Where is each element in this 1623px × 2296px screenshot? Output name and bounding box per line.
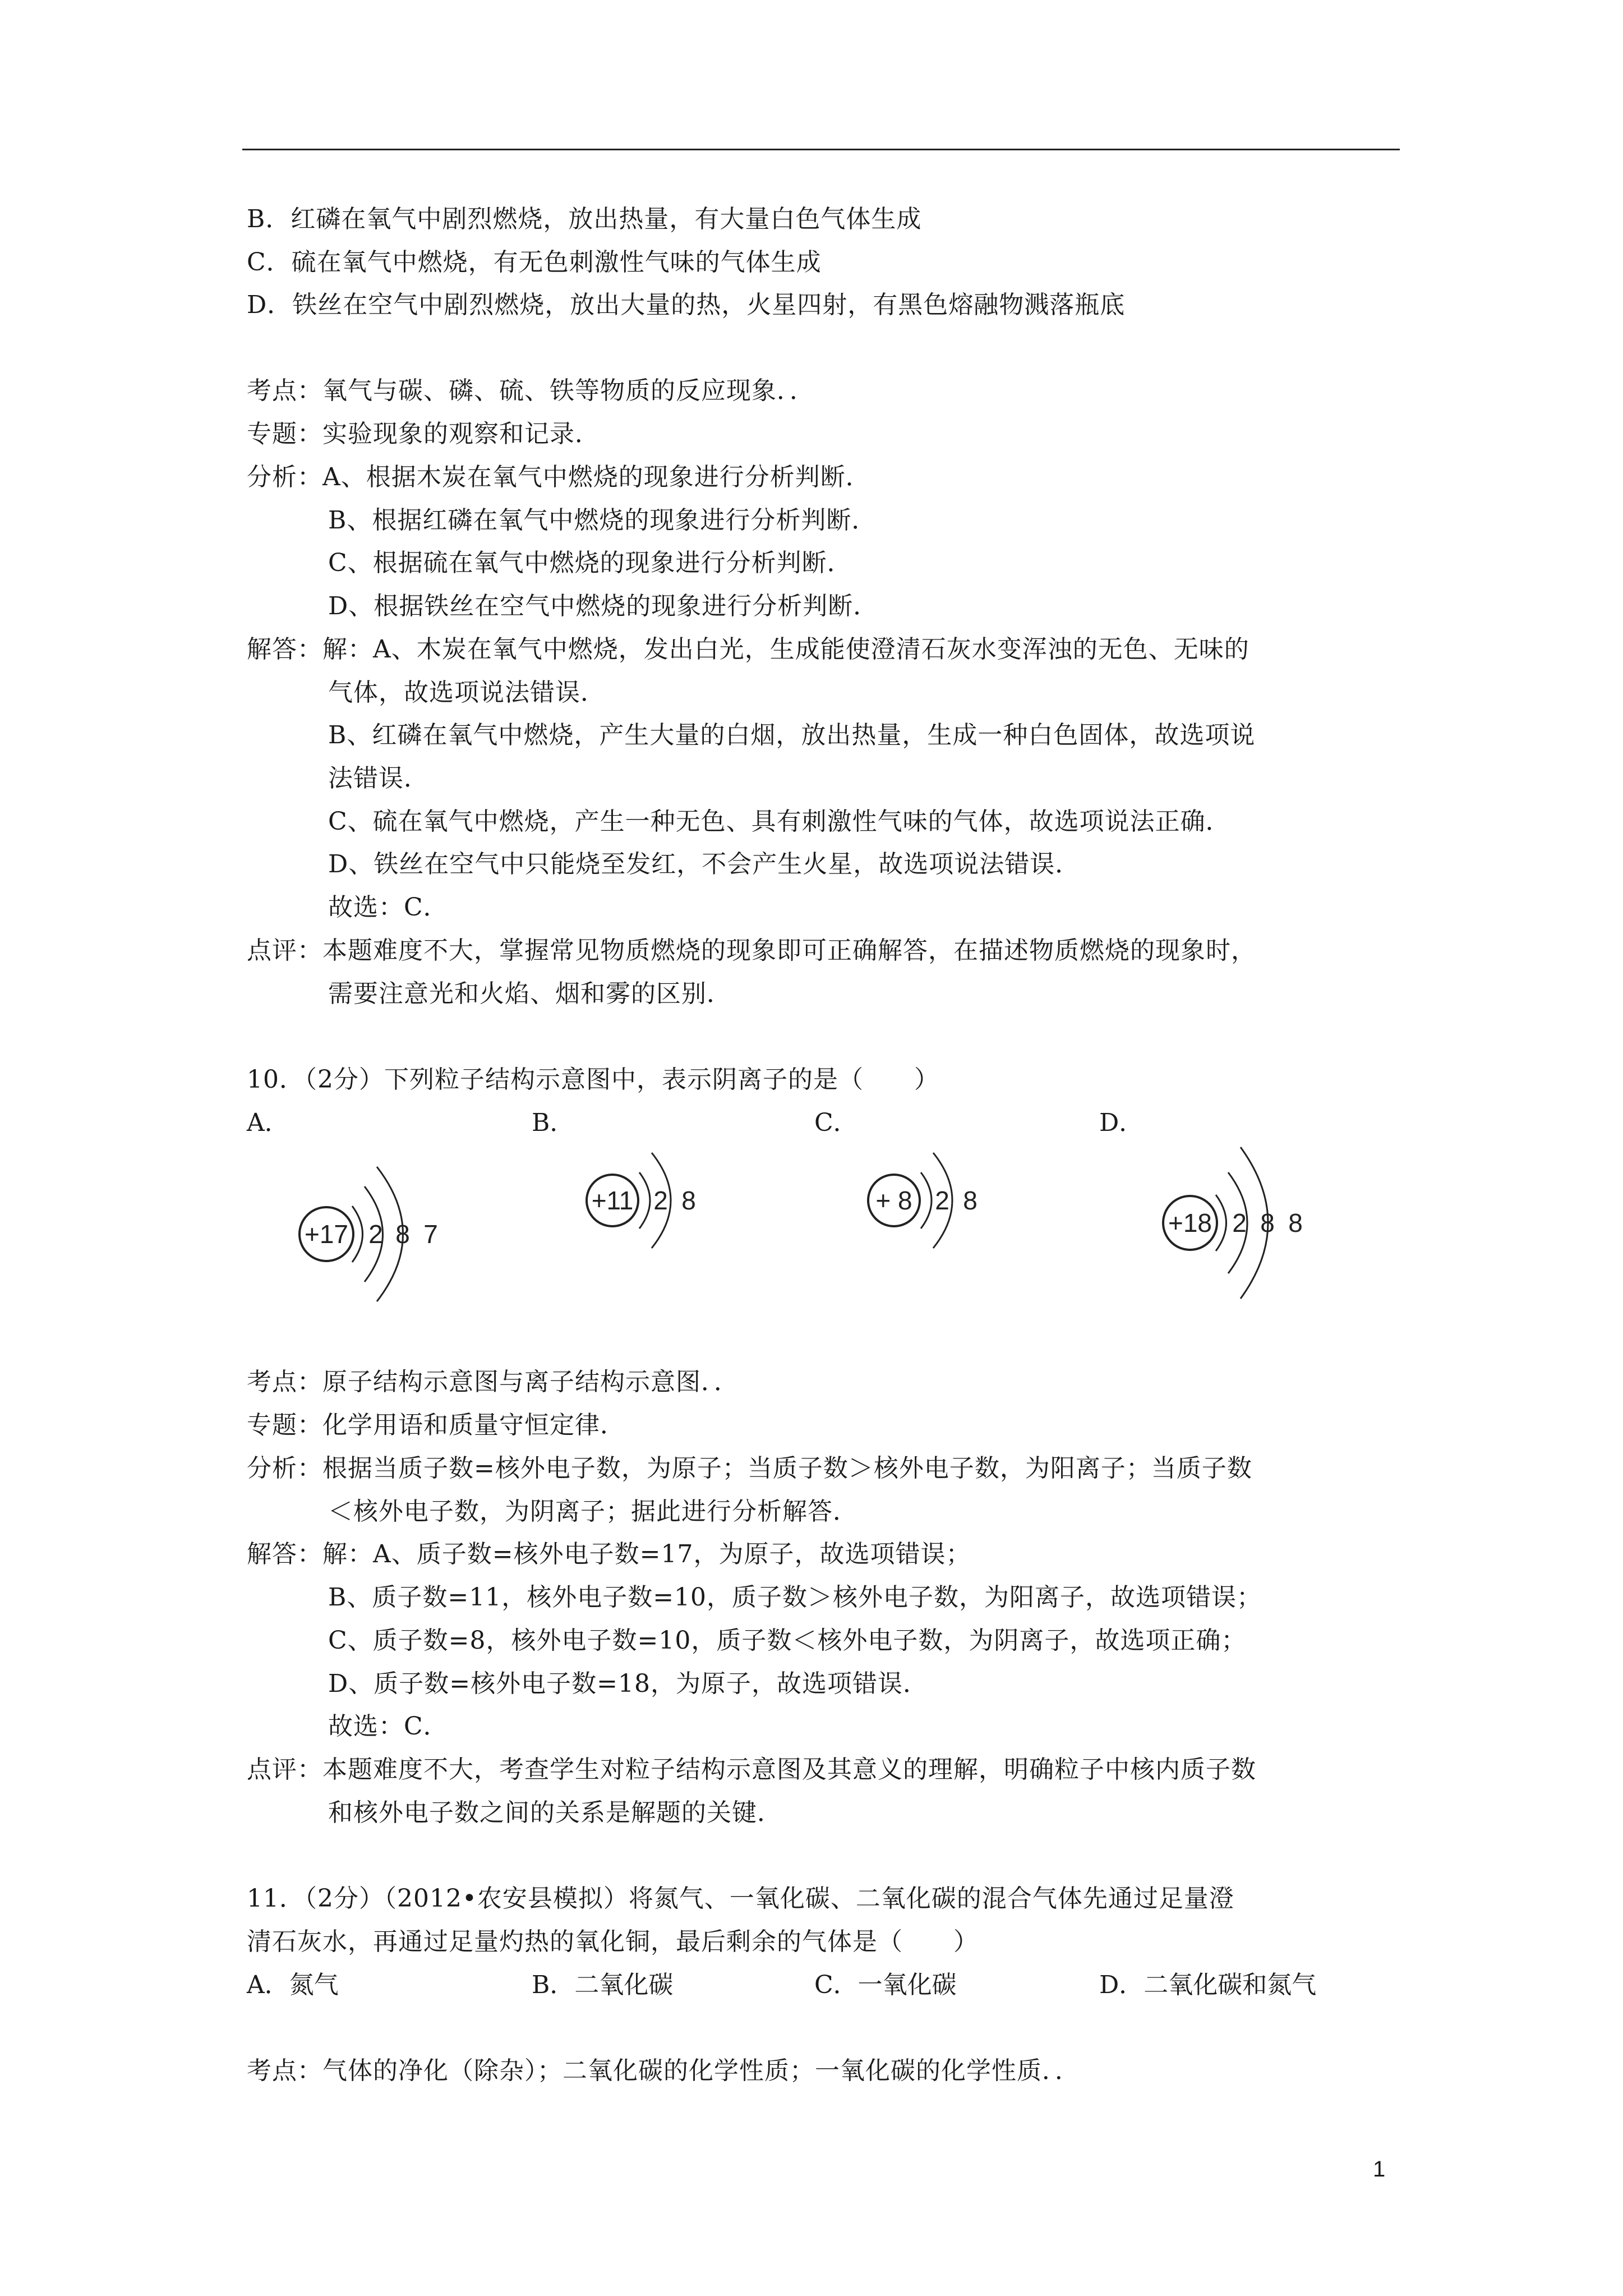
q11-option-a: A．氮气 [247,1971,339,1999]
shell-electrons: 7 [423,1220,438,1249]
q10-jieda-line: 解答：解：A、质子数=核外电子数=17，为原子，故选项错误； [247,1540,971,1568]
nucleus-charge: +11 [591,1186,634,1215]
shell-electrons: 8 [681,1186,696,1215]
shell-electrons: 2 [1232,1208,1247,1237]
q9-dianping-line: 需要注意光和火焰、烟和雾的区别． [328,979,732,1008]
q10-label-b: B． [532,1108,575,1137]
nucleus-charge: + 8 [875,1186,912,1215]
shell-electrons: 8 [395,1220,410,1249]
q11-option-d: D．二氧化碳和氮气 [1099,1971,1317,1999]
q9-jieda-line: B、红磷在氧气中燃烧，产生大量的白烟，放出热量，生成一种白色固体，故选项说 [328,721,1256,749]
q11-option-c: C．一氧化碳 [814,1971,957,1999]
page-number: 1 [1373,2157,1386,2182]
shell-electrons: 8 [1288,1208,1303,1237]
q9-zhuanti: 专题：实验现象的观察和记录． [247,420,600,448]
q10-dianping-line: 点评：本题难度不大，考查学生对粒子结构示意图及其意义的理解，明确粒子中核内质子数 [247,1755,1256,1784]
q9-fenxi-line: D、根据铁丝在空气中燃烧的现象进行分析判断． [328,592,879,620]
q9-jieda-line: 法错误． [328,764,429,793]
q10-label-a: A． [247,1108,289,1137]
q9-option-b: B．红磷在氧气中剧烈燃烧，放出热量，有大量白色气体生成 [247,205,922,233]
q10-fenxi-line: ＜核外电子数，为阴离子；据此进行分析解答． [328,1497,858,1526]
atom-diagram-b [566,1128,723,1285]
q10-jieda-line: C、质子数=8，核外电子数=10，质子数＜核外电子数，为阴离子，故选项正确； [328,1626,1247,1655]
atom-diagram-a [280,1150,465,1318]
q11-kaodian: 考点：气体的净化（除杂）；二氧化碳的化学性质；一氧化碳的化学性质．． [247,2056,1080,2085]
q9-kaodian: 考点：氧气与碳、磷、硫、铁等物质的反应现象．． [247,376,815,405]
q11-stem-line: 11．（2分）（2012•农安县模拟）将氮气、一氧化碳、二氧化碳的混合气体先通过足量澄 [247,1884,1234,1913]
q10-stem: 10．（2分）下列粒子结构示意图中，表示阴离子的是（ ） [247,1065,939,1094]
nucleus-charge: +18 [1168,1208,1212,1237]
nucleus-charge: +17 [304,1220,349,1249]
q10-kaodian: 考点：原子结构示意图与离子结构示意图．． [247,1368,739,1396]
q11-option-b: B．二氧化碳 [532,1971,674,1999]
electron-shell [639,1172,650,1228]
q10-dianping-line: 和核外电子数之间的关系是解题的关键． [328,1798,782,1827]
electron-shell [921,1172,932,1228]
q9-jieda-line: 解答：解：A、木炭在氧气中燃烧，发出白光，生成能使澄清石灰水变浑浊的无色、无味的 [247,635,1249,664]
shell-electrons: 2 [935,1186,949,1215]
q10-jieda-line: B、质子数=11，核外电子数=10，质子数＞核外电子数，为阳离子，故选项错误； [328,1583,1262,1612]
header-rule [242,149,1400,150]
q9-fenxi-line: 分析：A、根据木炭在氧气中燃烧的现象进行分析判断． [247,463,871,491]
q10-label-c: C． [814,1108,858,1137]
shell-electrons: 8 [963,1186,978,1215]
q9-option-c: C．硫在氧气中燃烧，有无色刺激性气味的气体生成 [247,248,822,277]
q9-fenxi-line: B、根据红磷在氧气中燃烧的现象进行分析判断． [328,506,877,535]
q10-fenxi-line: 分析：根据当质子数=核外电子数，为原子；当质子数＞核外电子数，为阳离子；当质子数 [247,1454,1252,1483]
q9-jieda-line: D、铁丝在空气中只能烧至发红，不会产生火星，故选项说法错误． [328,850,1081,878]
q9-option-d: D．铁丝在空气中剧烈燃烧，放出大量的热，火星四射，有黑色熔融物溅落瓶底 [247,291,1126,319]
q9-fenxi-line: C、根据硫在氧气中燃烧的现象进行分析判断． [328,549,852,577]
q9-jieda-line: C、硫在氧气中燃烧，产生一种无色、具有刺激性气味的气体，故选项说法正确． [328,807,1231,836]
q9-jieda-line: 故选：C． [328,893,449,922]
atom-diagram-d [1144,1133,1329,1313]
q10-jieda-line: D、质子数=核外电子数=18，为原子，故选项错误． [328,1669,928,1698]
shell-electrons: 2 [368,1220,383,1249]
q10-label-d: D． [1099,1108,1144,1137]
q9-dianping-line: 点评：本题难度不大，掌握常见物质燃烧的现象即可正确解答，在描述物质燃烧的现象时， [247,936,1256,965]
shell-electrons: 2 [653,1186,668,1215]
q11-stem-line: 清石灰水，再通过足量灼热的氧化铜，最后剩余的气体是（ ） [247,1927,979,1956]
shell-electrons: 8 [1260,1208,1275,1237]
q10-jieda-line: 故选：C． [328,1712,449,1741]
q9-jieda-line: 气体，故选项说法错误． [328,678,606,707]
atom-diagram-c [848,1128,1005,1285]
q10-zhuanti: 专题：化学用语和质量守恒定律． [247,1411,625,1439]
